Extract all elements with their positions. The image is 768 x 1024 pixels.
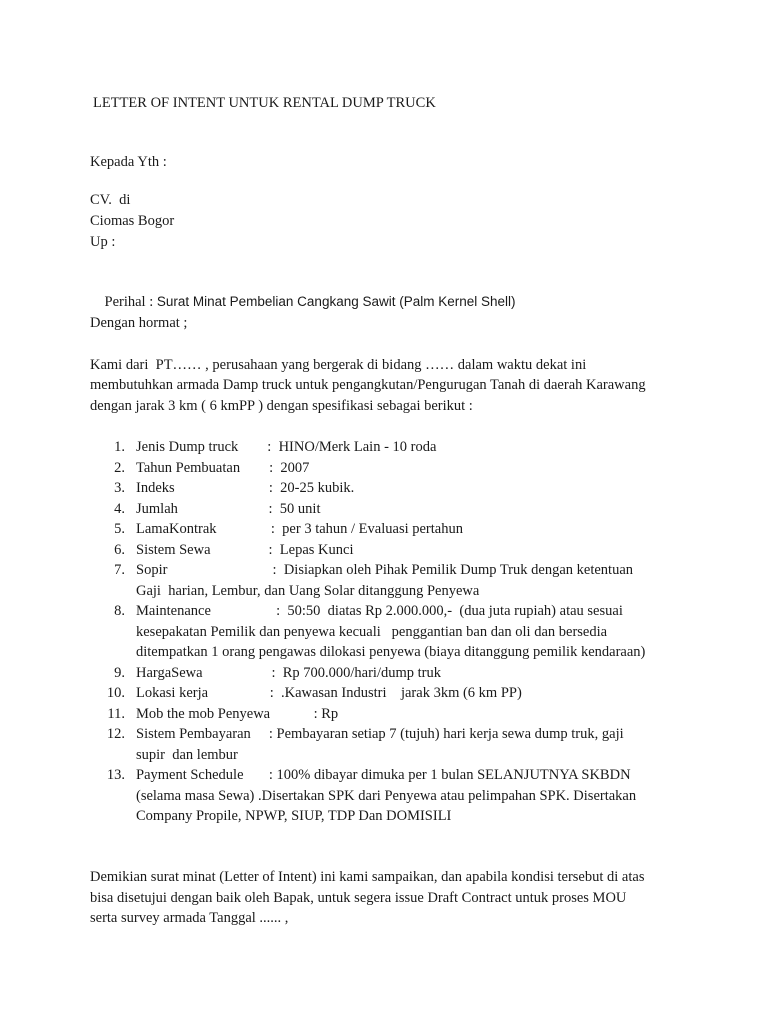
spec-number: 2. <box>114 459 125 476</box>
spec-item-text: Sistem Pembayaran : Pembayaran setiap 7 (tujuh) hari kerja sewa dump truk, gaji <box>136 726 624 742</box>
spec-number: 13. <box>106 767 125 783</box>
spec-item-text: Sopir : Disiapkan oleh Pihak Pemilik Dump Truk dengan ketentuan <box>136 562 634 578</box>
spec-item-text: HargaSewa : Rp 700.000/hari/dump truk <box>136 664 442 681</box>
spec-number: 1. <box>114 439 125 455</box>
spec-item-text: (selama masa Sewa) .Disertakan SPK dari Penyewa atau pelimpahan SPK. Disertakan <box>136 787 637 804</box>
spec-item-text: Sistem Sewa : Lepas Kunci <box>136 541 354 558</box>
spec-number: 5. <box>114 521 125 537</box>
intro-line: Kami dari PT…… , perusahaan yang bergerak di bidang …… dalam waktu dekat ini <box>90 357 587 373</box>
spec-number: 3. <box>114 480 125 496</box>
closing-line: serta survey armada Tanggal ...... , <box>90 910 289 926</box>
spec-number: 9. <box>114 664 125 681</box>
spec-item-text: Mob the mob Penyewa : Rp <box>136 705 339 722</box>
spec-item-text: kesepakatan Pemilik dan penyewa kecuali penggantian ban dan oli dan bersedia <box>136 623 608 640</box>
spec-number: 10. <box>106 685 125 701</box>
spec-item-text: Lokasi kerja : .Kawasan Industri jarak 3km (6 km PP) <box>136 685 522 701</box>
spec-number: 7. <box>114 562 125 578</box>
spec-item-text: Indeks : 20-25 kubik. <box>136 480 355 496</box>
intro-line: membutuhkan armada Damp truck untuk pengangkutan/Pengurugan Tanah di daerah Karawang <box>90 377 646 393</box>
spec-item-text: Jenis Dump truck : HINO/Merk Lain - 10 roda <box>136 439 437 455</box>
recipient-attention: Up : <box>90 234 116 250</box>
spec-item-text: ditempatkan 1 orang pengawas dilokasi penyewa (biaya ditanggung pemilik kendaraan) <box>136 644 646 660</box>
spec-item-text: Jumlah : 50 unit <box>136 500 321 517</box>
spec-item-text: LamaKontrak : per 3 tahun / Evaluasi pertahun <box>136 521 463 537</box>
spec-item-text: Payment Schedule : 100% dibayar dimuka per 1 bulan SELANJUTNYA SKBDN <box>136 767 631 783</box>
recipient-location: Ciomas Bogor <box>90 213 175 229</box>
subject-text: Surat Minat Pembelian Cangkang Sawit (Palm Kernel Shell) <box>156 294 516 309</box>
spec-number: 8. <box>114 603 125 619</box>
document-title: LETTER OF INTENT UNTUK RENTAL DUMP TRUCK <box>93 95 436 111</box>
spec-item-text: supir dan lembur <box>136 746 238 763</box>
salutation: Dengan hormat ; <box>90 315 188 331</box>
recipient-company: CV. di <box>90 192 131 208</box>
spec-number: 12. <box>106 726 125 742</box>
closing-line: bisa disetujui dengan baik oleh Bapak, untuk segera issue Draft Contract untuk proses MOU <box>90 890 627 906</box>
recipient-greeting: Kepada Yth : <box>90 154 167 170</box>
spec-number: 4. <box>114 500 125 517</box>
spec-item-text: Gaji harian, Lembur, dan Uang Solar ditanggung Penyewa <box>136 582 480 599</box>
closing-line: Demikian surat minat (Letter of Intent) ini kami sampaikan, dan apabila kondisi tersebut di atas <box>90 869 645 885</box>
spec-item-text: Tahun Pembuatan : 2007 <box>136 459 310 476</box>
spec-item-text: Maintenance : 50:50 diatas Rp 2.000.000,- (dua juta rupiah) atau sesuai <box>136 603 623 619</box>
spec-number: 6. <box>114 541 125 558</box>
spec-item-text: Company Propile, NPWP, SIUP, TDP Dan DOMISILI <box>136 808 452 824</box>
subject-label: Perihal : <box>104 294 157 310</box>
spec-number: 11. <box>107 705 125 722</box>
intro-line: dengan jarak 3 km ( 6 kmPP ) dengan spesifikasi sebagai berikut : <box>90 398 473 414</box>
